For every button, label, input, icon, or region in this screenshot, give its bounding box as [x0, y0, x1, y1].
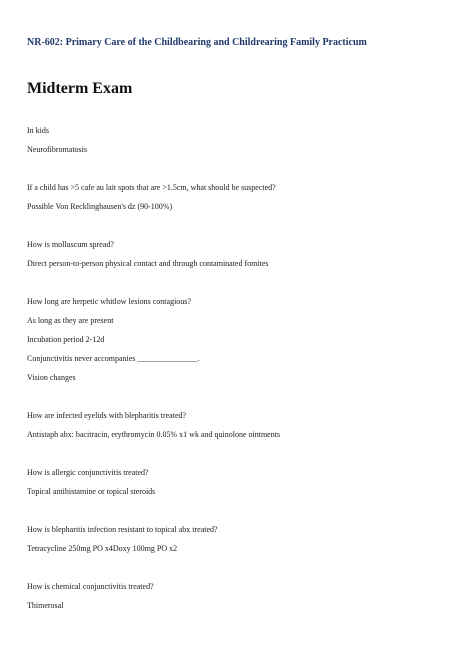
- question-blepharitis-resistant: How is blepharitis infection resistant to topical abx treated?: [27, 525, 218, 534]
- question-herpetic-whitlow: How long are herpetic whitlow lesions contagious?: [27, 297, 191, 306]
- answer-blepharitis-eyelids: Antistaph abx: bacitracin, erythromycin 0.05% x1 wk and quinolone ointments: [27, 430, 281, 439]
- answer-herpetic-whitlow: As long as they are present: [27, 316, 114, 325]
- answer-cafe-au-lait: Possible Von Recklinghausen's dz (90-100%): [27, 202, 173, 211]
- question-blepharitis-eyelids: How are infected eyelids with blepharitis treated?: [27, 411, 187, 420]
- question-cafe-au-lait: If a child has >5 cafe au lait spots that are >1.5cm, what should be suspected?: [27, 183, 276, 192]
- answer-blepharitis-resistant: Tetracycline 250mg PO x4Doxy 100mg PO x2: [27, 544, 178, 553]
- question-chemical-conjunctivitis: How is chemical conjunctivitis treated?: [27, 582, 154, 591]
- text-line-neurofibromatosis: Neurofibromatosis: [27, 145, 87, 154]
- question-conjunctivitis: Conjunctivitis never accompanies _______________.: [27, 354, 200, 363]
- question-molluscum: How is molluscum spread?: [27, 240, 114, 249]
- answer-chemical-conjunctivitis: Thimerosal: [27, 601, 64, 610]
- answer-molluscum: Direct person-to-person physical contact and through contaminated fomites: [27, 259, 269, 268]
- text-line-in-kids: In kids: [27, 126, 49, 135]
- answer-allergic-conjunctivitis: Topical antihistamine or topical steroids: [27, 487, 156, 496]
- question-allergic-conjunctivitis: How is allergic conjunctivitis treated?: [27, 468, 149, 477]
- text-line-incubation: Incubation period 2-12d: [27, 335, 105, 344]
- course-title: NR-602: Primary Care of the Childbearing and Childrearing Family Practicum: [27, 37, 367, 48]
- page-title: Midterm Exam: [27, 80, 133, 97]
- answer-conjunctivitis: Vision changes: [27, 373, 76, 382]
